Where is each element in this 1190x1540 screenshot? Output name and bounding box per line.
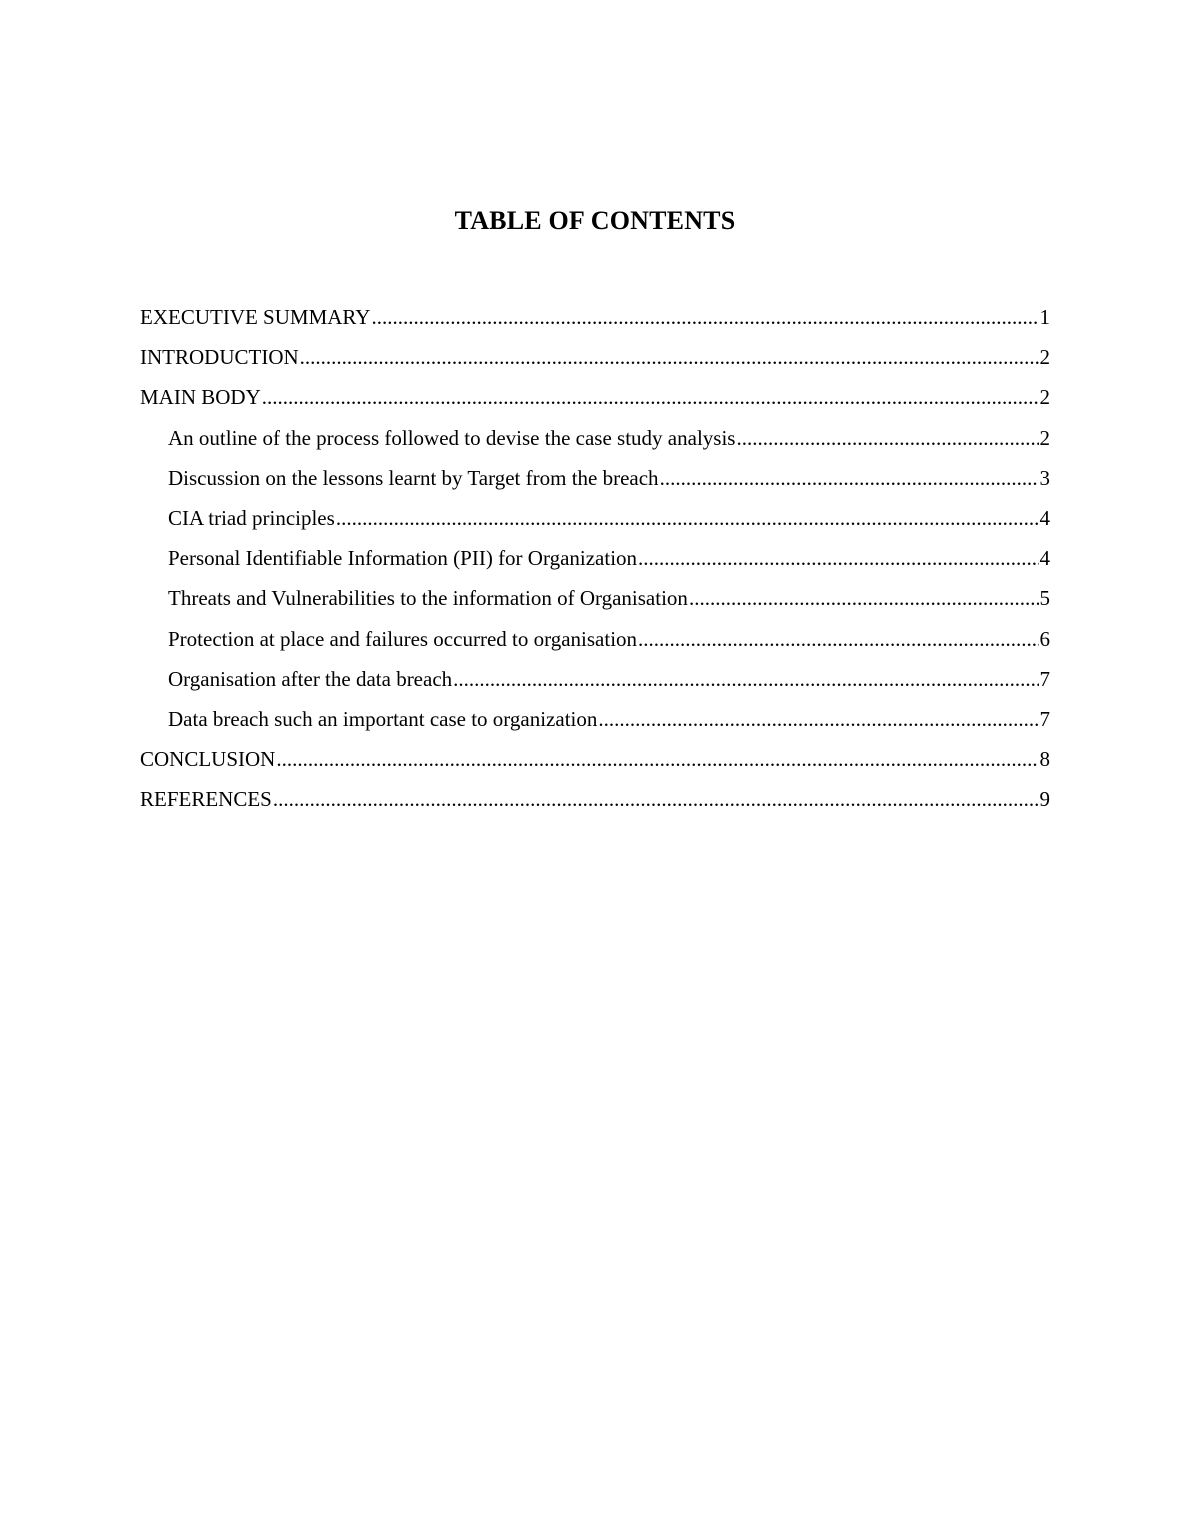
toc-entry-text: Personal Identifiable Information (PII) for Organization: [168, 546, 638, 571]
toc-entry-after-breach[interactable]: [140, 659, 1050, 699]
toc-page-number: 7: [1039, 666, 1050, 691]
toc-entry-pii[interactable]: [140, 538, 1050, 578]
toc-page-number: 8: [1039, 747, 1050, 772]
toc-entry-process-outline[interactable]: [140, 418, 1050, 458]
toc-page-number: 3: [1039, 465, 1050, 490]
toc-entry-lessons-learnt[interactable]: [140, 458, 1050, 498]
toc-entry-executive-summary[interactable]: [140, 297, 1050, 337]
toc-entry-text: CIA triad principles: [168, 505, 335, 530]
toc-dot-leader: [300, 337, 1039, 377]
toc-dot-leader: [273, 779, 1039, 819]
toc-page-number: 4: [1039, 505, 1050, 530]
toc-entry-text: Organisation after the data breach: [168, 666, 453, 691]
toc-page-number: 2: [1039, 385, 1050, 410]
toc-dot-leader: [638, 538, 1038, 578]
toc-page-number: 1: [1039, 305, 1050, 329]
toc-entry-references[interactable]: [140, 779, 1050, 819]
toc-entry-text: EXECUTIVE SUMMARY: [140, 305, 371, 329]
toc-dot-leader: [276, 739, 1038, 779]
toc-list: [140, 297, 1050, 819]
toc-page-number: 4: [1039, 546, 1050, 571]
toc-dot-leader: [736, 418, 1038, 458]
toc-dot-leader: [336, 498, 1039, 538]
toc-entry-important-case[interactable]: [140, 699, 1050, 739]
toc-dot-leader: [371, 297, 1038, 337]
toc-entry-introduction[interactable]: [140, 337, 1050, 377]
toc-entry-text: Discussion on the lessons learnt by Target from the breach: [168, 465, 659, 490]
toc-page-number: 6: [1039, 626, 1050, 651]
toc-entry-text: Data breach such an important case to organization: [168, 706, 598, 731]
toc-entry-text: REFERENCES: [140, 787, 272, 812]
toc-page-number: 2: [1039, 425, 1050, 450]
toc-title: TABLE OF CONTENTS: [454, 206, 736, 235]
toc-dot-leader: [453, 659, 1038, 699]
toc-entry-cia-triad[interactable]: [140, 498, 1050, 538]
toc-dot-leader: [660, 458, 1039, 498]
toc-entry-threats-vulnerabilities[interactable]: [140, 578, 1050, 618]
toc-entry-text: An outline of the process followed to devise the case study analysis: [168, 425, 736, 450]
toc-page-number: 5: [1039, 586, 1050, 611]
toc-entry-conclusion[interactable]: [140, 739, 1050, 779]
toc-page-number: 7: [1039, 706, 1050, 731]
toc-entry-text: INTRODUCTION: [140, 345, 299, 370]
toc-entry-protection-failures[interactable]: [140, 619, 1050, 659]
toc-page-number: 2: [1039, 345, 1050, 370]
toc-entry-text: Threats and Vulnerabilities to the information of Organisation: [168, 586, 688, 611]
toc-dot-leader: [638, 619, 1038, 659]
toc-dot-leader: [598, 699, 1038, 739]
toc-entry-main-body[interactable]: [140, 377, 1050, 417]
toc-entry-text: CONCLUSION: [140, 747, 276, 772]
toc-entry-text: Protection at place and failures occurred to organisation: [168, 626, 638, 651]
toc-page-number: 9: [1039, 787, 1050, 812]
toc-dot-leader: [262, 377, 1039, 417]
toc-entry-text: MAIN BODY: [140, 385, 261, 410]
toc-dot-leader: [689, 578, 1039, 618]
